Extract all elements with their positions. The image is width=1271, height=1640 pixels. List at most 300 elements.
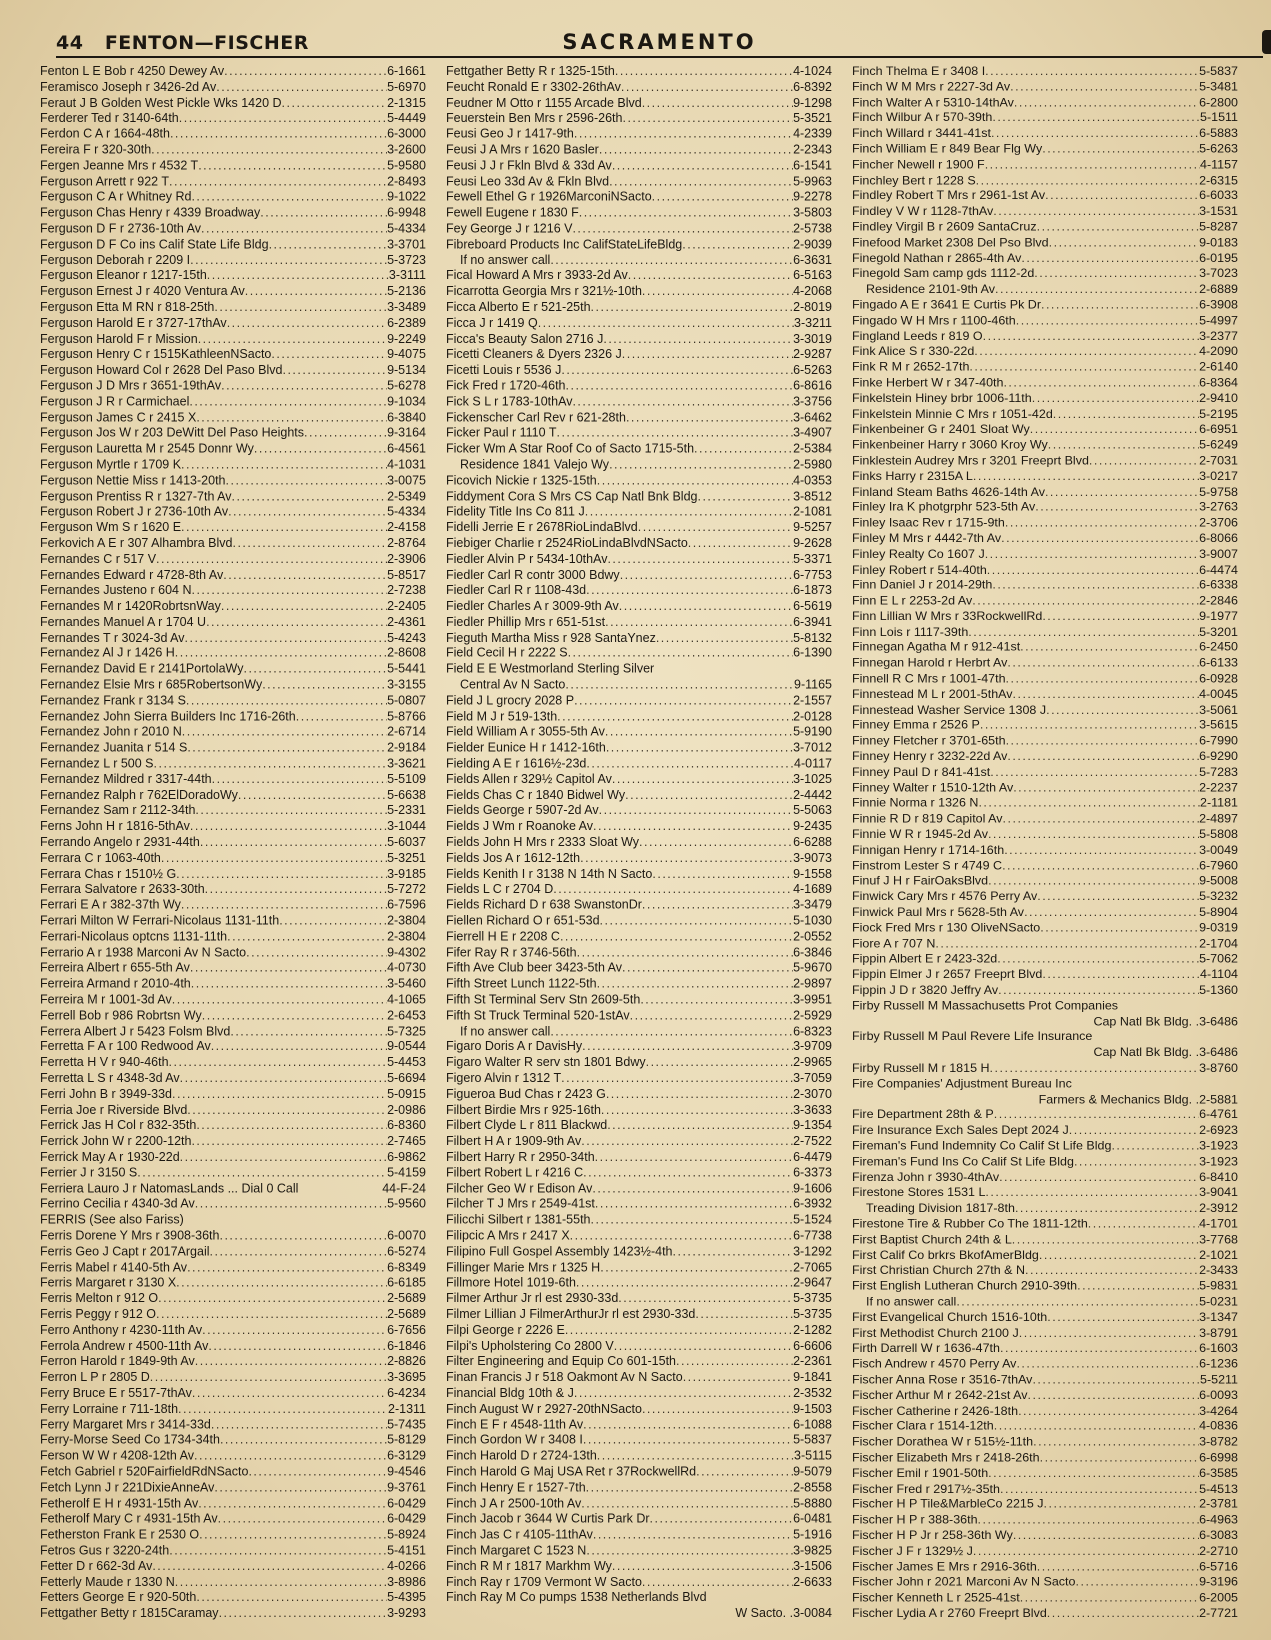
leader-dots [612, 772, 793, 788]
listing-entry [446, 426, 832, 442]
phone-number: 3-4264 [1199, 1403, 1238, 1418]
listing-name: Finch Henry E r 1527-7th [446, 1480, 586, 1495]
phone-number: 3-9073 [793, 850, 832, 865]
listing-entry [852, 407, 1238, 423]
listing-name: Fernandez Ralph r 762ElDoradoWy [40, 787, 238, 802]
phone-number: 2-6315 [1199, 173, 1238, 187]
listing-entry [446, 394, 832, 410]
leader-dots [570, 1228, 793, 1244]
listing-name: Field William A r 3055-5th Av [446, 724, 605, 739]
listing-name: W Sacto [735, 1606, 783, 1621]
listing-name: Finnigan Henry r 1714-16th [852, 842, 1005, 857]
listing-name: Finch Jas C r 4105-11thAv [446, 1527, 593, 1542]
leader-dots [994, 1108, 1199, 1124]
listing-entry [852, 1232, 1238, 1248]
phone-number: 3-8791 [1199, 1325, 1238, 1340]
phone-number: 2-1311 [388, 1401, 426, 1416]
phone-number: 5-3371 [793, 551, 832, 566]
leader-dots [560, 929, 793, 945]
listing-name: Finch August W r 2927-20thNSacto [446, 1401, 642, 1416]
leader-dots [176, 1276, 387, 1292]
listing-name: First Christian Church 27th & N [852, 1263, 1025, 1278]
leader-dots [609, 174, 793, 190]
phone-number: 2-3433 [1199, 1263, 1238, 1278]
city-title: SACRAMENTO [562, 30, 757, 54]
phone-number: 6-9862 [387, 1149, 426, 1164]
leader-dots [154, 756, 388, 772]
phone-number: 5-5109 [387, 772, 426, 787]
phone-number: 6-4474 [1199, 562, 1238, 577]
listing-name: Finch Margaret C 1523 N [446, 1543, 587, 1558]
leader-dots: . . [1188, 1092, 1200, 1106]
listing-name: Fischer Clara r 1514-12th [852, 1419, 994, 1433]
leader-dots [190, 253, 387, 269]
leader-dots [999, 1170, 1199, 1186]
phone-number: 2-7465 [387, 1134, 426, 1149]
listing-name: Feucht Ronald E r 3302-26thAv [446, 79, 621, 94]
listing-entry [446, 174, 832, 190]
listing-entry [852, 1372, 1238, 1388]
listing-entry [852, 266, 1238, 282]
phone-number: 3-5615 [1199, 718, 1238, 733]
listing-entry [852, 843, 1238, 859]
listing-name: Fernandes T r 3024-3d Av [40, 630, 185, 645]
phone-number: 2-6140 [1199, 359, 1238, 374]
leader-dots [1016, 1357, 1199, 1373]
listing-name: Fields J Wm r Roanoke Av [446, 819, 594, 834]
leader-dots [208, 1339, 387, 1355]
listing-entry [446, 741, 832, 757]
leader-dots [656, 631, 793, 647]
listing-entry [446, 945, 832, 961]
leader-dots [216, 80, 387, 96]
listing-name: Fippin Albert E r 2423-32d [852, 951, 998, 966]
listing-entry [852, 1591, 1238, 1607]
phone-number: 2-1704 [1199, 936, 1238, 951]
phone-number: 2-9039 [793, 237, 832, 252]
leader-dots [1024, 905, 1199, 921]
listing-entry [446, 788, 832, 804]
listing-name: Fiddyment Cora S Mrs CS Cap Natl Bnk Bldg [446, 488, 698, 503]
listing-name: Fernandez Juanita r 514 S [40, 740, 188, 755]
listing-entry [852, 1014, 1238, 1030]
listing-name: Finney Henry r 3232-22d Av [852, 749, 1008, 764]
phone-number: 6-0928 [1199, 671, 1238, 686]
phone-number: 6-6606 [793, 1338, 832, 1353]
listing-name: Fergen Jeanne Mrs r 4532 T [40, 158, 199, 173]
listing-entry [446, 158, 832, 174]
leader-dots [156, 552, 387, 568]
leader-dots [282, 95, 388, 111]
listing-entry [852, 1404, 1238, 1420]
leader-dots [550, 253, 793, 269]
listing-name: Finstrom Lester S r 4749 C [852, 858, 1003, 873]
leader-dots [185, 631, 388, 647]
leader-dots [220, 1433, 387, 1449]
phone-number: 5-7272 [387, 882, 426, 897]
leader-dots [582, 1040, 793, 1056]
listing-name: Filcher Geo W r Edison Av [446, 1181, 593, 1196]
listing-entry [852, 671, 1238, 687]
leader-dots [304, 426, 387, 442]
leader-dots [199, 1527, 387, 1543]
leader-dots [985, 157, 1200, 173]
leader-dots [561, 363, 793, 379]
listing-name: Ferretta H V r 940-46th [40, 1055, 169, 1070]
listing-entry [446, 914, 832, 930]
leader-dots [175, 646, 387, 662]
leader-dots [212, 772, 387, 788]
leader-dots [995, 282, 1199, 298]
phone-number: 6-0195 [1199, 250, 1238, 265]
leader-dots [169, 1543, 387, 1559]
listing-entry [40, 1512, 426, 1528]
phone-number: 3-2763 [1199, 500, 1238, 514]
listing-entry [40, 1087, 426, 1103]
leader-dots [988, 874, 1199, 890]
leader-dots [1042, 967, 1200, 983]
listing-name: Finland Steam Baths 4626-14th Av [852, 484, 1045, 499]
listing-entry [446, 568, 832, 584]
phone-number: 3-9041 [1199, 1185, 1238, 1200]
listing-entry [40, 1339, 426, 1355]
leader-dots [1048, 438, 1199, 454]
listing-name: Ficca's Beauty Salon 2716 J [446, 331, 604, 346]
listing-entry [40, 158, 426, 174]
listing-entry [852, 749, 1238, 765]
listing-entry [40, 1449, 426, 1465]
listing-entry [852, 1419, 1238, 1435]
listing-name: Fingland Leeds r 819 O [852, 328, 983, 343]
phone-number: 2-2343 [793, 142, 832, 157]
phone-number: 6-8616 [793, 378, 832, 393]
listing-name: Filbert Robert L r 4216 C [446, 1165, 584, 1180]
leader-dots [1013, 1528, 1199, 1544]
listing-entry [852, 967, 1238, 983]
listing-name: Ferron L P r 2805 D [40, 1370, 150, 1385]
listing-entry [40, 505, 426, 521]
listing-name: Fink Alice S r 330-22d [852, 344, 975, 359]
listing-name: Filmer Arthur Jr rl est 2930-33d [446, 1291, 619, 1306]
listing-name: Treading Division 1817-8th [866, 1201, 1015, 1215]
listing-entry [40, 1118, 426, 1134]
phone-number: 2-4158 [387, 520, 426, 535]
listing-entry [852, 656, 1238, 672]
listing-entry [852, 1326, 1238, 1342]
listing-entry [852, 391, 1238, 407]
leader-dots [991, 126, 1199, 142]
listing-name: Feusi Geo J r 1417-9th [446, 126, 574, 141]
listing-entry [852, 625, 1238, 641]
leader-dots [990, 1061, 1200, 1077]
leader-dots [556, 426, 793, 442]
listing-name: Fernandez David E r 2141PortolaWy [40, 661, 244, 676]
phone-number: 3-7023 [1199, 266, 1238, 281]
listing-name: Ferguson Howard Col r 2628 Del Paso Blvd [40, 362, 283, 377]
listing-entry [446, 442, 832, 458]
phone-number: 3-3701 [387, 237, 426, 252]
listing-name: Figaro Walter R serv stn 1801 Bdwy [446, 1055, 646, 1070]
listing-name: Fernandes M r 1420RobrtsnWay [40, 599, 221, 613]
listing-name: Fernandes Edward r 4728-8th Av [40, 567, 224, 582]
phone-number: 2-1557 [793, 693, 832, 708]
column-2 [446, 64, 832, 1622]
listing-entry [446, 1339, 832, 1355]
phone-number: 6-5716 [1199, 1559, 1238, 1574]
listing-entry [446, 1071, 832, 1087]
leader-dots [621, 80, 793, 96]
phone-number: 2-3912 [1199, 1201, 1238, 1215]
listing-entry [40, 269, 426, 285]
leader-dots [1089, 453, 1199, 469]
phone-number: 6-6185 [387, 1275, 426, 1290]
phone-number: 6-5619 [793, 599, 832, 613]
listing-name: Ferri John B r 3949-33d [40, 1086, 173, 1101]
listing-entry [852, 111, 1238, 127]
listing-entry [852, 204, 1238, 220]
listing-name: Finnegan Agatha M r 912-41st [852, 640, 1021, 655]
phone-number: 3-1044 [387, 819, 426, 834]
listing-entry [852, 438, 1238, 454]
listing-entry [852, 189, 1238, 205]
phone-number: 6-5263 [793, 362, 832, 377]
phone-number: 2-9184 [387, 740, 426, 755]
listing-name: Ferrara Chas r 1510½ G [40, 866, 177, 881]
leader-dots [170, 127, 387, 143]
phone-number: 5-4449 [387, 111, 426, 126]
listing-entry [852, 1186, 1238, 1202]
listing-entry [446, 804, 832, 820]
phone-number: 2-5881 [1199, 1092, 1238, 1106]
phone-number: 5-0807 [387, 693, 426, 708]
leader-dots [214, 1480, 387, 1496]
phone-number: 2-1021 [1199, 1247, 1238, 1262]
listing-name: Fetterly Maude r 1330 N [40, 1574, 175, 1589]
listing-name: Filbert H A r 1909-9th Av [446, 1134, 582, 1149]
phone-number: 5-0915 [387, 1086, 426, 1101]
phone-number: 9-1354 [793, 1118, 832, 1133]
listing-entry [852, 547, 1238, 563]
leader-dots [574, 693, 793, 709]
phone-number: 9-5134 [387, 362, 426, 377]
phone-number: 3-9185 [387, 866, 426, 881]
phone-number: 5-6249 [1199, 437, 1238, 452]
leader-dots [210, 1244, 388, 1260]
listing-name: Fiock Fred Mrs r 130 OliveNSacto [852, 920, 1041, 935]
listing-entry [852, 126, 1238, 142]
listing-name: Ficarrotta Georgia Mrs r 321½-10th [446, 284, 642, 299]
listing-entry [40, 819, 426, 835]
listing-entry [40, 1150, 426, 1166]
phone-number: 6-1088 [793, 1417, 832, 1432]
listing-name: Ferris Melton r 912 O [40, 1291, 159, 1306]
phone-number: 5-3735 [793, 1291, 832, 1306]
listing-name: Ferderer Ted r 3140-64th [40, 111, 179, 126]
listing-entry [40, 489, 426, 505]
listing-name: Figueroa Bud Chas r 2423 G [446, 1086, 606, 1101]
phone-number: 6-3631 [793, 252, 832, 267]
listing-name: Ferron Harold r 1849-9th Av [40, 1354, 195, 1369]
leader-dots [597, 473, 793, 489]
phone-number: 3-0084 [793, 1606, 832, 1621]
listing-name: Fifth Street Lunch 1122-5th [446, 976, 597, 991]
leader-dots [152, 1559, 387, 1575]
phone-number: 3-3695 [387, 1370, 426, 1385]
leader-dots [652, 867, 793, 883]
phone-number: 2-7065 [793, 1259, 832, 1274]
phone-number: 5-4159 [387, 1165, 426, 1180]
listing-name: Ferguson Ernest J r 4020 Ventura Av [40, 284, 245, 299]
leader-dots [607, 1118, 793, 1134]
listing-name: Finnie W R r 1945-2d Av [852, 827, 988, 842]
leader-dots [646, 1055, 793, 1071]
leader-dots [565, 1323, 793, 1339]
leader-dots [161, 851, 387, 867]
phone-number: 9-2278 [793, 189, 832, 204]
leader-dots [191, 1134, 387, 1150]
listing-name: Fetch Lynn J r 221DixieAnneAv [40, 1480, 215, 1495]
leader-dots [137, 1166, 387, 1182]
listing-name: Ficetti Cleaners & Dyers 2326 J [446, 347, 622, 362]
phone-number: 6-6338 [1199, 578, 1238, 592]
listing-entry [852, 485, 1238, 501]
listing-entry [852, 1544, 1238, 1560]
listing-entry [40, 1527, 426, 1543]
leader-dots [1045, 485, 1199, 501]
listing-name: Finch Walter A r 5310-14thAv [852, 95, 1014, 109]
listing-name: Fernandes Manuel A r 1704 U [40, 614, 207, 629]
leader-dots [181, 457, 387, 473]
listing-name: Feusi J J r Fkln Blvd & 33d Av [446, 158, 612, 173]
listing-entry [852, 1076, 1238, 1092]
listing-name: Finch Jacob r 3644 W Curtis Park Dr [446, 1511, 650, 1526]
leader-dots [1002, 858, 1199, 874]
listing-name: Ferrando Angelo r 2931-44th [40, 835, 200, 850]
listing-entry [446, 1512, 832, 1528]
listing-entry [446, 992, 832, 1008]
leader-dots [1032, 391, 1199, 407]
leader-dots [642, 898, 793, 914]
listing-name: Fernandez Frank r 3134 S [40, 693, 186, 708]
phone-number: 5-7062 [1199, 951, 1238, 966]
listing-entry [40, 867, 426, 883]
leader-dots [1037, 1559, 1199, 1575]
listing-name: Ferguson Robert J r 2736-10th Av [40, 504, 229, 519]
leader-dots [181, 520, 387, 536]
phone-number: 5-8766 [387, 709, 426, 724]
leader-dots [585, 505, 793, 521]
leader-dots [1037, 220, 1199, 236]
listing-name: Fetter D r 662-3d Av [40, 1558, 153, 1573]
phone-number: 2-3906 [387, 551, 426, 566]
phone-number: 9-5257 [793, 520, 832, 535]
leader-dots [202, 1323, 387, 1339]
listing-name: Finch J A r 2500-10th Av [446, 1496, 582, 1510]
listing-name: Finn Daniel J r 2014-29th [852, 578, 993, 592]
phone-number: 5-9670 [793, 960, 832, 975]
listing-name: Fischer H P r 388-36th [852, 1512, 978, 1527]
leader-dots [246, 945, 387, 961]
leader-dots [221, 379, 387, 395]
phone-number: 2-2710 [1199, 1543, 1238, 1558]
phone-number: 5-7435 [387, 1417, 426, 1432]
listing-entry [446, 1386, 832, 1402]
listing-entry [40, 536, 426, 552]
phone-number: 3-9825 [793, 1543, 832, 1558]
phone-number: 5-9758 [1199, 484, 1238, 499]
leader-dots [1003, 376, 1199, 392]
listing-entry [852, 687, 1238, 703]
binding-edge [1262, 30, 1271, 54]
leader-dots [572, 394, 793, 410]
phone-number: 9-3761 [387, 1480, 426, 1495]
phone-number: 5-3521 [793, 111, 832, 126]
listing-entry [852, 703, 1238, 719]
listing-entry [446, 835, 832, 851]
leader-dots [1088, 1217, 1199, 1233]
phone-number: 6-8323 [793, 1023, 832, 1038]
leader-dots [245, 284, 387, 300]
listing-entry [852, 142, 1238, 158]
listing-name: Fippin J D r 3820 Jeffry Av [852, 983, 999, 997]
leader-dots [622, 961, 793, 977]
listing-name: Filbert Birdie Mrs r 925-16th [446, 1102, 601, 1117]
leader-dots [1010, 80, 1199, 96]
listing-name: Ferrari E A r 382-37th Wy [40, 898, 181, 912]
leader-dots [230, 1024, 387, 1040]
phone-number: 9-4546 [387, 1464, 426, 1479]
listing-name: Finkelstein Minnie C Mrs r 1051-42d [852, 406, 1053, 421]
leader-dots [1035, 500, 1199, 516]
leader-dots [232, 536, 387, 552]
leader-dots [640, 992, 793, 1008]
listing-entry [40, 835, 426, 851]
leader-dots [599, 143, 793, 159]
listing-name: Fielder Eunice H r 1412-16th [446, 740, 606, 755]
leader-dots [201, 221, 387, 237]
phone-number: 2-3804 [387, 929, 426, 944]
listing-name: Ferdon C A r 1664-48th [40, 126, 170, 141]
phone-number: 9-1977 [1199, 609, 1238, 623]
phone-number: 6-0429 [387, 1496, 426, 1510]
listing-name: Fippin Elmer J r 2657 Freeprt Blvd [852, 967, 1043, 982]
listing-name: Fettgather Betty R r 1325-15th [446, 64, 615, 78]
listing-name: Ferro Anthony r 4230-11th Av [40, 1322, 203, 1337]
listing-entry [40, 929, 426, 945]
listing-name: Ferriera Lauro J r NatomasLands ... Dial 0 Call [40, 1181, 299, 1196]
leader-dots [191, 977, 387, 993]
listing-name: Fischer Fred r 2917½-35th [852, 1481, 1000, 1496]
listing-entry [40, 300, 426, 316]
listing-entry [40, 1386, 426, 1402]
leader-dots [248, 1465, 387, 1481]
leader-dots [296, 709, 387, 725]
listing-entry [40, 1417, 426, 1433]
listing-entry [446, 190, 832, 206]
listing-name: Field Cecil H r 2222 S [446, 646, 568, 661]
listing-entry [852, 812, 1238, 828]
listing-entry [40, 190, 426, 206]
leader-dots [603, 332, 793, 348]
listing-name: Finwick Paul Mrs r 5628-5th Av [852, 905, 1025, 919]
leader-dots [994, 1419, 1199, 1435]
listing-entry [446, 1134, 832, 1150]
listing-name: Finch Ray M Co pumps 1538 Netherlands Blvd [446, 1590, 707, 1605]
listing-name: Fields George r 5907-2d Av [446, 803, 599, 818]
phone-number: 3-1531 [1199, 204, 1238, 218]
leader-dots [983, 329, 1199, 345]
leader-dots [591, 300, 794, 316]
